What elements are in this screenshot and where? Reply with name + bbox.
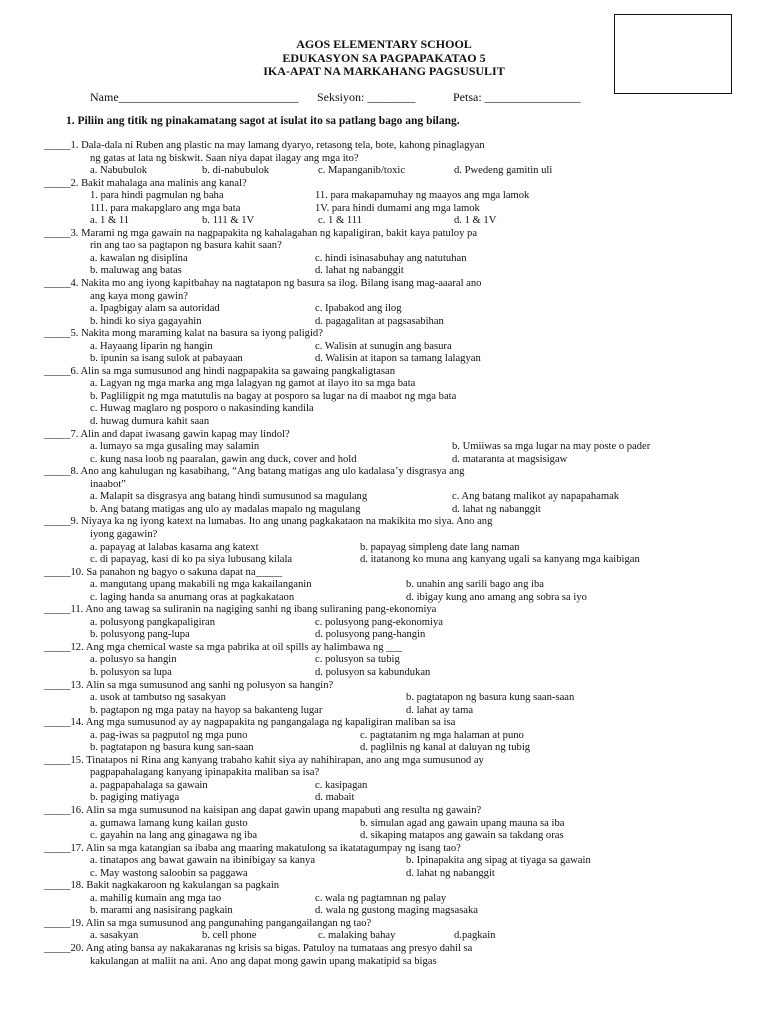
option-row	[44, 730, 744, 743]
option-row	[44, 818, 744, 831]
answer-option: b. 111 & 1V	[202, 215, 255, 227]
question-stem: _____4. Nakita mo ang iyong kapitbahay na nagtatapon ng basura sa ilog. Bilang isang mag-aaaral ano	[44, 278, 482, 290]
question-4	[44, 278, 744, 328]
answer-option: d. Pwedeng gamitin uli	[454, 165, 553, 177]
answer-option: b. ipunin sa isang sulok at pabayaan	[90, 353, 243, 365]
question-stem: _____16. Alin sa mga sumusunod na kaisipan ang dapat gawin upang mapabuti ang resulta ng gawain?	[44, 804, 482, 816]
question-17	[44, 843, 744, 881]
answer-option: 1V. para hindi dumami ang mga lamok	[315, 202, 480, 214]
answer-option: b. Ipinapakita ang sipag at tiyaga sa gawain	[406, 855, 591, 867]
answer-option: b. Umiiwas sa mga lugar na may poste o pader	[452, 441, 651, 453]
answer-option: a. tinatapos ang bawat gawain na ibinibigay sa kanya	[90, 855, 316, 867]
option-row	[44, 893, 744, 906]
exam-title: IKA-APAT NA MARKAHANG PAGSUSULIT	[263, 64, 505, 78]
answer-option: d. polusyong pang-hangin	[315, 629, 426, 641]
option-row	[44, 792, 744, 805]
answer-option: b. simulan agad ang gawain upang mauna sa iba	[360, 817, 565, 829]
answer-option: c. polusyon sa tubig	[315, 654, 400, 666]
option-row	[44, 416, 744, 429]
question-stem: _____2. Bakit mahalaga ana malinis ang kanal?	[44, 177, 247, 189]
option-row	[44, 491, 744, 504]
question-list	[44, 140, 744, 968]
question-stem: pagpapahalagang kanyang ipinapakita maliban sa isa?	[90, 767, 320, 779]
question-stem: ng gatas at lata ng biskwit. Saan niya dapat ilagay ang mga ito?	[90, 152, 359, 164]
question-16	[44, 805, 744, 843]
option-row	[44, 265, 744, 278]
option-row	[44, 592, 744, 605]
subject-title: EDUKASYON SA PAGPAPAKATAO 5	[282, 50, 486, 65]
answer-option: b. polusyong pang-lupa	[90, 629, 190, 641]
option-row	[44, 391, 744, 404]
option-row	[44, 253, 744, 266]
answer-option: 111. para makapglaro ang mga bata	[90, 202, 241, 214]
answer-option: c. Mapanganib/toxic	[318, 165, 406, 177]
answer-option: d. wala ng gustong maging magsasaka	[315, 905, 478, 917]
question-stem: _____9. Niyaya ka ng iyong katext na lumabas. Ito ang unang pagkakataon na makikita mo siya. Ano ang	[44, 516, 493, 528]
answer-option: b. pagiging matiyaga	[90, 792, 180, 804]
question-10	[44, 567, 744, 605]
question-stem: kakulangan at maliit na ani. Ano ang dapat mong gawin upang makatipid sa bigas	[90, 955, 437, 967]
option-row	[44, 830, 744, 843]
question-stem: _____7. Alin and dapat iwasang gawin kapag may lindol?	[44, 428, 290, 440]
answer-option: d. ibigay kung ano amang ang sobra sa iyo	[406, 591, 587, 603]
option-row	[44, 542, 744, 555]
answer-option: d. 1 & 1V	[454, 215, 497, 227]
question-18	[44, 880, 744, 918]
question-stem: _____10. Sa panahon ng bagyo o sakuna dapat na_____	[44, 566, 283, 578]
answer-option: a. mahilig kumain ang mga tao	[90, 892, 222, 904]
option-row	[44, 454, 744, 467]
option-row	[44, 930, 744, 943]
question-12	[44, 642, 744, 680]
answer-option: d. lahat ng nabanggit	[406, 867, 495, 879]
answer-option: a. 1 & 11	[90, 215, 130, 227]
question-stem: _____11. Ano ang tawag sa suliranin na nagiging sanhi ng ibang suliraning pang-ekonomiya	[44, 604, 437, 616]
question-9	[44, 516, 744, 566]
question-20	[44, 943, 744, 968]
answer-option: d. lahat ng nabanggit	[452, 503, 541, 515]
answer-option: a. kawalan ng disiplina	[90, 252, 188, 264]
answer-option: c. May wastong saloobin sa paggawa	[90, 867, 248, 879]
answer-option: b. hindi ko siya gagayahin	[90, 315, 202, 327]
option-row	[44, 303, 744, 316]
option-row	[44, 441, 744, 454]
question-6	[44, 366, 744, 429]
option-row	[44, 868, 744, 881]
name-field[interactable]: Name______________________________	[90, 90, 299, 104]
question-stem: inaabot”	[90, 478, 126, 490]
question-7	[44, 429, 744, 467]
answer-option: d. lahat ng nabanggit	[315, 265, 404, 277]
answer-option: d.pagkain	[454, 930, 496, 942]
question-5	[44, 328, 744, 366]
question-stem: iyong gagawin?	[90, 528, 158, 540]
answer-option: c. 1 & 111	[318, 215, 362, 227]
option-row	[44, 554, 744, 567]
answer-option: d. lahat ay tama	[406, 704, 474, 716]
option-row	[44, 165, 744, 178]
question-stem: _____8. Ano ang kahulugan ng kasabihang, “Ang batang matigas ang ulo kadalasa’y disgrasya ang	[44, 466, 465, 478]
option-row	[44, 316, 744, 329]
school-name: AGOS ELEMENTARY SCHOOL	[296, 37, 472, 51]
answer-option: c. wala ng pagtamnan ng palay	[315, 892, 447, 904]
answer-option: c. polusyong pang-ekonomiya	[315, 616, 443, 628]
option-row	[44, 667, 744, 680]
option-row	[44, 692, 744, 705]
option-row	[44, 378, 744, 391]
answer-option: b. pagtapon ng mga patay na hayop sa bakanteng lugar	[90, 704, 323, 716]
answer-option: d. mataranta at magsisigaw	[452, 453, 568, 465]
answer-option: a. polusyong pangkapaligiran	[90, 616, 216, 628]
answer-option: c. pagtatanim ng mga halaman at puno	[360, 729, 524, 741]
answer-option: a. Malapit sa disgrasya ang batang hindi sumusunod sa magulang	[90, 491, 368, 503]
answer-option: a. Hayaang liparin ng hangin	[90, 340, 213, 352]
answer-option: c. gayahin na lang ang ginagawa ng iba	[90, 830, 258, 842]
answer-option: b. marami ang nasisirang pagkain	[90, 905, 233, 917]
question-1	[44, 140, 744, 178]
answer-option: d. mabait	[315, 792, 355, 804]
answer-option: b. papayag simpleng date lang naman	[360, 541, 520, 553]
exam-header	[0, 38, 768, 79]
answer-option: d. sikaping matapos ang gawain sa takdang oras	[360, 830, 564, 842]
answer-option: a. Nabubulok	[90, 165, 148, 177]
answer-option: a. sasakyan	[90, 930, 139, 942]
question-stem: _____5. Nakita mong maraming kalat na basura sa iyong paligid?	[44, 328, 323, 340]
answer-option: 1. para hindi pagmulan ng baha	[90, 190, 224, 202]
option-row	[44, 742, 744, 755]
question-stem: _____15. Tinatapos ni Rina ang kanyang trabaho kahit siya ay nahihirapan, ano ang mga sumusunod ay	[44, 754, 484, 766]
answer-option: b. Pagliligpit ng mga matutulis na bagay at posporo sa lugar na di maabot ng mga bata	[90, 390, 457, 402]
answer-option: a. Lagyan ng mga marka ang mga lalagyan ng gamot at ilayo ito sa mga bata	[90, 378, 416, 390]
answer-option: a. lumayo sa mga gusaling may salamin	[90, 441, 260, 453]
option-row	[44, 629, 744, 642]
question-stem: _____14. Ang mga sumusunod ay ay nagpapakita ng pangangalaga ng kapaligiran maliban sa isa	[44, 717, 456, 729]
question-11	[44, 604, 744, 642]
option-row	[44, 705, 744, 718]
answer-option: b. unahin ang sarili bago ang iba	[406, 579, 544, 591]
option-row	[44, 403, 744, 416]
answer-option: b. pagtatapon ng basura kung san-saan	[90, 742, 254, 754]
question-19	[44, 918, 744, 943]
question-stem: _____19. Alin sa mga sumusunod ang pangunahing pangangailangan ng tao?	[44, 917, 372, 929]
answer-option: a. gumawa lamang kung kailan gusto	[90, 817, 248, 829]
answer-option: a. pag-iwas sa pagputol ng mga puno	[90, 729, 248, 741]
instruction: 1. Piliin ang titik ng pinakamatang sagot at isulat ito sa patlang bago ang bilang.	[66, 115, 460, 127]
answer-option: d. paglilnis ng kanal at daluyan ng tubig	[360, 742, 531, 754]
answer-option: b. di-nabubulok	[202, 165, 270, 177]
option-row	[44, 617, 744, 630]
answer-option: b. maluwag ang batas	[90, 265, 182, 277]
answer-option: c. Ang batang malikot ay napapahamak	[452, 491, 620, 503]
answer-option: d. huwag dumura kahit saan	[90, 416, 210, 428]
answer-option: c. laging handa sa anumang oras at pagkakataon	[90, 591, 295, 603]
option-row	[44, 504, 744, 517]
option-row	[44, 190, 744, 203]
answer-option: c. hindi isinasabuhay ang natutuhan	[315, 252, 467, 264]
option-row	[44, 855, 744, 868]
option-row	[44, 215, 744, 228]
answer-option: d. pagagalitan at pagsasabihan	[315, 315, 444, 327]
answer-option: a. papayag at lalabas kasama ang katext	[90, 541, 259, 553]
answer-option: a. usok at tambutso ng sasakyan	[90, 692, 226, 704]
option-row	[44, 654, 744, 667]
question-stem: _____3. Marami ng mga gawain na nagpapakita ng kahalagahan ng kapaligiran, bakit kaya patuloy pa	[44, 227, 478, 239]
question-stem: _____6. Alin sa mga sumusunod ang hindi nagpapakita sa gawaing pangkaligtasan	[44, 365, 396, 377]
question-stem: _____17. Alin sa mga katangian sa ibaba ang maaring makatulong sa ikatatagumpay ng isang tao?	[44, 842, 461, 854]
answer-option: d. polusyon sa kabundukan	[315, 666, 431, 678]
option-row	[44, 780, 744, 793]
question-stem: _____13. Alin sa mga sumusunod ang sanhi ng polusyon sa hangin?	[44, 679, 334, 691]
answer-option: c. kung nasa loob ng paaralan, gawin ang duck, cover and hold	[90, 453, 357, 465]
question-14	[44, 717, 744, 755]
answer-option: b. cell phone	[202, 930, 257, 942]
option-row	[44, 579, 744, 592]
section-field[interactable]: Seksiyon: ________	[317, 90, 416, 104]
option-row	[44, 353, 744, 366]
answer-option: 11. para makapamuhay ng maayos ang mga lamok	[315, 190, 530, 202]
option-row	[44, 905, 744, 918]
date-field[interactable]: Petsa: ________________	[453, 90, 581, 104]
answer-option: d. Walisin at itapon sa tamang lalagyan	[315, 353, 481, 365]
answer-option: d. itatanong ko muna ang kanyang ugali sa kanyang mga kaibigan	[360, 554, 640, 566]
answer-option: c. Ipabakod ang ilog	[315, 303, 402, 315]
question-stem: _____18. Bakit nagkakaroon ng kakulangan sa pagkain	[44, 880, 280, 892]
question-3	[44, 228, 744, 278]
question-8	[44, 466, 744, 516]
question-stem: _____1. Dala-dala ni Ruben ang plastic na may lamang dyaryo, retasong tela, bote, kahong pinaglagyan	[44, 140, 485, 151]
answer-option: a. polusyo sa hangin	[90, 654, 177, 666]
question-13	[44, 680, 744, 718]
option-row	[44, 203, 744, 216]
question-stem: _____12. Ang mga chemical waste sa mga pabrika at oil spills ay halimbawa ng ___	[44, 641, 403, 653]
answer-option: c. kasipagan	[315, 779, 368, 791]
answer-option: b. pagtatapon ng basura kung saan-saan	[406, 692, 575, 704]
answer-option: a. pagpapahalaga sa gawain	[90, 779, 208, 791]
option-row	[44, 341, 744, 354]
question-stem: rin ang tao sa pagtapon ng basura kahit saan?	[90, 240, 282, 252]
answer-option: a. mangutang upang makabili ng mga kakailanganin	[90, 579, 312, 591]
question-15	[44, 755, 744, 805]
answer-option: c. Walisin at sunugin ang basura	[315, 340, 452, 352]
answer-option: b. Ang batang matigas ang ulo ay madalas mapalo ng magulang	[90, 503, 361, 515]
answer-option: c. Huwag maglaro ng posporo o nakasinding kandila	[90, 403, 314, 415]
answer-option: c. di papayag, kasi di ko pa siya lubusang kilala	[90, 554, 293, 566]
answer-option: a. Ipagbigay alam sa autoridad	[90, 303, 220, 315]
answer-option: b. polusyon sa lupa	[90, 666, 172, 678]
question-2	[44, 178, 744, 228]
question-stem: _____20. Ang ating bansa ay nakakaranas ng krisis sa bigas. Patuloy na tumataas ang presyo dahil sa	[44, 943, 473, 954]
question-stem: ang kaya mong gawin?	[90, 290, 188, 302]
answer-option: c. malaking bahay	[318, 930, 396, 942]
